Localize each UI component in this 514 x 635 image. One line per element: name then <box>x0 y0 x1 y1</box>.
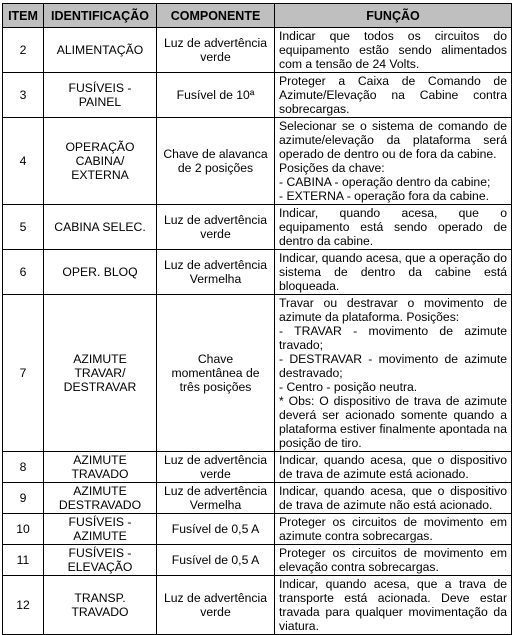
componente-cell <box>157 452 275 483</box>
funcao-cell-line: Proteger os circuitos de movimento em azimute contra sobrecargas. <box>279 515 507 543</box>
componente-cell <box>157 118 275 205</box>
table-row <box>3 452 512 483</box>
componente-cell-line: Luz de advertência <box>164 258 267 272</box>
table-body <box>3 28 512 635</box>
componente-cell <box>157 545 275 576</box>
funcao-cell-line: - CABINA - operação dentro da cabine; <box>279 175 491 189</box>
componente-cell-line: Fusível de 10ª <box>176 88 255 102</box>
componente-cell-line: Vermelha <box>189 272 242 286</box>
componente-cell-line: momentânea de <box>171 366 260 380</box>
componente-cell <box>157 28 275 73</box>
funcao-cell-line: - Centro - posição neutra. <box>279 380 418 394</box>
identificacao-cell <box>44 452 157 483</box>
identificacao-cell-line: AZIMUTE <box>73 484 127 498</box>
identificacao-cell <box>44 514 157 545</box>
table-row <box>3 483 512 514</box>
identificacao-cell-line: OPERAÇÃO <box>65 140 135 154</box>
table-row <box>3 118 512 205</box>
componente-cell <box>157 576 275 635</box>
identificacao-cell <box>44 483 157 514</box>
identificacao-cell <box>44 73 157 118</box>
componente-cell-line: verde <box>200 50 231 64</box>
identificacao-cell <box>44 118 157 205</box>
table-row <box>3 514 512 545</box>
funcao-cell-line: Proteger os circuitos de movimento em elevação contra sobrecargas. <box>279 546 507 574</box>
identificacao-cell <box>44 250 157 295</box>
componente-cell-line: Luz de advertência <box>164 36 267 50</box>
header-funcao: FUNÇÃO <box>275 4 512 28</box>
identificacao-cell-line: TRANSP. <box>74 591 126 605</box>
componente-cell-line: Luz de advertência <box>164 213 267 227</box>
funcao-cell-line: - DESTRAVAR - movimento de azimute destravado; <box>279 352 507 380</box>
componente-cell-line: Luz de advertência <box>164 591 267 605</box>
funcao-cell <box>275 28 512 73</box>
componente-cell-line: Chave <box>197 352 234 366</box>
componente-cell <box>157 483 275 514</box>
componente-cell-line: verde <box>200 605 231 619</box>
table-row <box>3 73 512 118</box>
componente-cell-line: Luz de advertência <box>164 453 267 467</box>
funcao-cell <box>275 483 512 514</box>
table-row <box>3 295 512 452</box>
components-table <box>2 3 512 635</box>
componente-cell-line: verde <box>200 467 231 481</box>
identificacao-cell-line: DESTRAVADO <box>58 498 142 512</box>
identificacao-cell-line: EXTERNA <box>71 168 129 182</box>
componente-cell <box>157 73 275 118</box>
funcao-cell-line: Indicar, quando acesa, que o dispositivo de trava de azimute não está acionado. <box>279 484 507 512</box>
header-row <box>3 4 512 28</box>
funcao-cell <box>275 452 512 483</box>
item-cell: 3 <box>3 73 44 118</box>
componente-cell-line: três posições <box>179 380 252 394</box>
identificacao-cell-line: PAINEL <box>78 95 122 109</box>
identificacao-cell-line: CABINA SELEC. <box>54 220 146 234</box>
funcao-cell <box>275 295 512 452</box>
item-cell: 12 <box>3 576 44 635</box>
componente-cell <box>157 250 275 295</box>
funcao-cell-line: - TRAVAR - movimento de azimute travado; <box>279 324 507 352</box>
componente-cell-line: Vermelha <box>189 498 242 512</box>
funcao-cell <box>275 514 512 545</box>
item-cell: 5 <box>3 205 44 250</box>
componente-cell-line: Chave de alavanca <box>163 147 268 161</box>
funcao-cell-line: Travar ou destravar o movimento de azimute da plataforma. Posições: <box>279 296 507 324</box>
identificacao-cell-line: ELEVAÇÃO <box>67 560 133 574</box>
identificacao-cell-line: DESTRAVAR <box>63 380 137 394</box>
componente-cell-line: de 2 posições <box>177 161 254 175</box>
table-row <box>3 205 512 250</box>
identificacao-cell-line: AZIMUTE <box>73 352 127 366</box>
funcao-cell <box>275 545 512 576</box>
funcao-cell-line: - EXTERNA - operação fora da cabine. <box>279 189 490 203</box>
item-cell: 2 <box>3 28 44 73</box>
identificacao-cell-line: FUSÍVEIS - <box>68 546 132 560</box>
table-row <box>3 576 512 635</box>
identificacao-cell <box>44 205 157 250</box>
funcao-cell-line: Indicar, quando acesa, que o equipamento está sendo operado de dentro da cabine. <box>279 206 507 248</box>
funcao-cell-line: Indicar, quando acesa, que a operação do sistema de dentro da cabine está bloqueada. <box>279 251 507 293</box>
table-row <box>3 250 512 295</box>
header-item: ITEM <box>3 4 44 28</box>
componente-cell <box>157 295 275 452</box>
identificacao-cell-line: ALIMENTAÇÃO <box>56 43 144 57</box>
identificacao-cell <box>44 295 157 452</box>
table-row <box>3 28 512 73</box>
header-componente: COMPONENTE <box>157 4 275 28</box>
identificacao-cell <box>44 545 157 576</box>
funcao-cell <box>275 576 512 635</box>
identificacao-cell <box>44 28 157 73</box>
identificacao-cell-line: AZIMUTE <box>73 453 127 467</box>
item-cell: 7 <box>3 295 44 452</box>
identificacao-cell-line: AZIMUTE <box>73 529 127 543</box>
componente-cell-line: Fusível de 0,5 A <box>171 522 260 536</box>
componente-cell-line: verde <box>200 227 231 241</box>
componente-cell <box>157 205 275 250</box>
identificacao-cell-line: TRAVADO <box>71 605 129 619</box>
componente-cell <box>157 514 275 545</box>
funcao-cell <box>275 118 512 205</box>
item-cell: 6 <box>3 250 44 295</box>
identificacao-cell-line: TRAVAR/ <box>74 366 126 380</box>
funcao-cell-line: Indicar que todos os circuitos do equipamento estão sendo alimentados com a tensão de 24 Volts. <box>279 29 507 71</box>
identificacao-cell-line: FUSÍVEIS - <box>68 81 132 95</box>
item-cell: 11 <box>3 545 44 576</box>
funcao-cell <box>275 250 512 295</box>
funcao-cell-line: * Obs: O dispositivo de trava de azimute deverá ser acionado somente quando a plataforma estiver finalmente apontada na posição de tiro. <box>279 394 507 450</box>
header-identificacao: IDENTIFICAÇÃO <box>44 4 157 28</box>
item-cell: 8 <box>3 452 44 483</box>
funcao-cell-line: Indicar, quando acesa, que o dispositivo de trava de azimute está acionado. <box>279 453 507 481</box>
funcao-cell-line: Posições da chave: <box>279 161 385 175</box>
table-row <box>3 545 512 576</box>
componente-cell-line: Fusível de 0,5 A <box>171 553 260 567</box>
funcao-cell-line: Selecionar se o sistema de comando de azimute/elevação da plataforma será operado de dentro ou de fora da cabine. <box>279 119 507 161</box>
identificacao-cell-line: TRAVADO <box>71 467 129 481</box>
funcao-cell-line: Indicar, quando acesa, que a trava de transporte está acionada. Deve estar travada para qualquer movimentação da viatura. <box>279 577 507 633</box>
item-cell: 4 <box>3 118 44 205</box>
identificacao-cell-line: OPER. BLOQ <box>62 265 138 279</box>
identificacao-cell-line: FUSÍVEIS - <box>68 515 132 529</box>
componente-cell-line: Luz de advertência <box>164 484 267 498</box>
funcao-cell <box>275 73 512 118</box>
funcao-cell <box>275 205 512 250</box>
item-cell: 10 <box>3 514 44 545</box>
identificacao-cell-line: CABINA/ <box>75 154 125 168</box>
identificacao-cell <box>44 576 157 635</box>
funcao-cell-line: Proteger a Caixa de Comando de Azimute/Elevação na Cabine contra sobrecargas. <box>279 74 507 116</box>
item-cell: 9 <box>3 483 44 514</box>
